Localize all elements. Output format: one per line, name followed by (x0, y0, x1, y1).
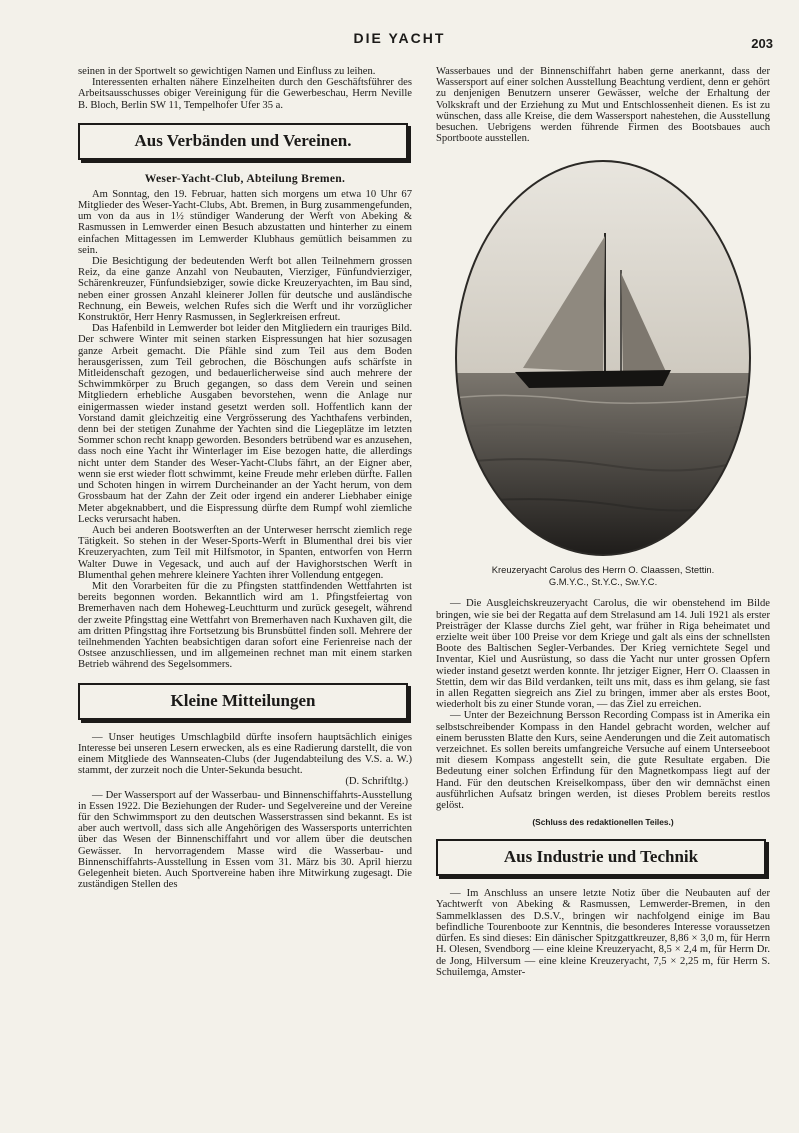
yacht-photo (436, 158, 770, 558)
section-heading-industrie: Aus Industrie und Technik (436, 839, 766, 876)
paragraph: Wasserbaues und der Binnenschiffahrt haben gerne anerkannt, dass der Wassersport auf einer solchen Ausstellung Beachtung verdient, denn er gehört zu denjenigen Benutzern unserer Gewässer, welche der Erhaltung der Volkskraft und der Erziehung zu Mut und Entschlossenheit dienen. Es ist zu wünschen, dass alle Kreise, die dem Wassersport nahestehen, die Ausstellung besuchen. Uebrigens werden führende Firmen des Bootsbaues auch Sportboote ausstellen. (436, 66, 770, 145)
club-heading: Weser-Yacht-Club, Abteilung Bremen. (144, 171, 346, 185)
section-heading-kleine-mitteilungen: Kleine Mitteilungen (78, 683, 408, 720)
editorial-end-note: (Schluss des redaktionellen Teiles.) (532, 817, 674, 828)
paragraph: Die Besichtigung der bedeutenden Werft bot allen Teilnehmern grossen Reiz, da eine ganze Anzahl von Neubauten, Vierziger, Fünfundvierziger, Schärenkreuzer, Fünfundsiebziger, sowie dicke Kreuzeryachten, im Bau sind, neben einer grossen Anzahl kleinerer Jollen für deutsche und ausländische Rechnung, ein Beweis, welchen Rufes sich die Werft und ihr vorzüglicher Konstruktör, Herr Henry Rasmussen, in Seglerkreisen erfreut. (78, 256, 412, 324)
left-column (78, 66, 412, 890)
photo-caption (436, 564, 770, 588)
paragraph: seinen in der Sportwelt so gewichtigen Namen und Einfluss zu leihen. (78, 66, 376, 77)
paragraph: Auch bei anderen Bootswerften an der Unterweser herrscht ziemlich rege Tätigkeit. So stehen in der Weser-Sports-Werft in Blumenthal drei bis vier Kreuzeryachten, zum Teil mit Hilfsmotor, in Spanten, entworfen von Herrn Walter Duwe in Vegesack, und auch auf der Havighorstschen Werft in Blumenthal gehen mehrere kleinere Yachten ihrer Vollendung entgegen. (78, 524, 412, 581)
section-heading-verbaende: Aus Verbänden und Vereinen. (78, 123, 408, 160)
caption-line: G.M.Y.C., St.Y.C., Sw.Y.C. (548, 576, 658, 588)
paragraph: Das Hafenbild in Lemwerder bot leider den Mitgliedern ein trauriges Bild. Der schwere Winter mit seinen starken Eispressungen hat hier sozusagen ganze Arbeit gemacht. Die Pfähle sind zum Teil aus dem Boden herausgerissen, zum Teil gebrochen, die Böschungen aufs schärfste in Mitleidenschaft gezogen, und bedauerlicherweise sind auch mehrere der Schwimmkörper zu Bruch gegangen, so dass dem Verein und seinen Mitgliedern erhebliche Ausgaben bevorstehen, wenn die Anlage nur einigermassen wieder instand gesetzt werden soll. Hoffentlich kann der Vorstand damit gleichzeitig eine Vergrösserung des Yachthafens verbinden, denn bei der stetigen Zunahme der Yachten sind die Liegeplätze im letzten Sommer schon recht knapp geworden. Besonders betrübend war es anzusehen, dass noch eine Yacht ihr Winterlager im Eise bezogen hatte, die allerdings nicht unter dem Stander des Weser-Yacht-Clubs fährt, an der Eigner aber, wenn sie erst wieder flott schwimmt, keine Freude mehr erleben dürfte. Fallen und Schoten hingen in wirrem Durcheinander an der Yacht herum, von dem Grossbaum hat der Zahn der Zeit oder irgend ein anderer Liebhaber einige Meter abgeknabbert, und die Eispressung dürfte dem Rumpf wohl ziemliche Lecks verursacht haben. (78, 323, 412, 525)
paragraph: Am Sonntag, den 19. Februar, hatten sich morgens um etwa 10 Uhr 67 Mitglieder des Weser-Yacht-Clubs, Abt. Bremen, in Burg zusammengefunden, um von da aus in 1½ stündiger Wanderung der Werft von Abeking & Rasmussen in Lemwerder einen Besuch abzustatten und hinterher zu einem einfachen Mittagessen im Lemwerder Klubhaus gemütlich beisammen zu sein. (78, 188, 412, 256)
caption-line: Kreuzeryacht Carolus des Herrn O. Claassen, Stettin. (491, 564, 715, 576)
paragraph: — Unser heutiges Umschlagbild dürfte insofern hauptsächlich einiges Interesse bei unseren Lesern erwecken, als es eine Radierung darstellt, die von einem Mitgliede des Wannseaten-Clubs (der Jugendabteilung des V.S. a. W.) stammt, der zurzeit noch die Unter-Sekunda besucht. (78, 731, 412, 777)
paragraph: — Die Ausgleichskreuzeryacht Carolus, die wir obenstehend im Bilde bringen, wie sie bei der Regatta auf dem Strelasund am 14. Juli 1921 als erster Preisträger der Klasse durchs Ziel geht, war früher in Riga beheimatet und erzielte weit über 100 Preise vor dem Kriege und galt als eins der schnellsten Boote des Baltischen Segler-Verbandes. Der Krieg vernichtete Segel und Inventar, Kiel und Ausrüstung, so dass die Yacht nur unter grossen Opfern wieder instand gesetzt werden konnte. Ihr jetziger Eigner, Herr O. Claassen in Stettin, dem wir das Bild verdanken, teilt uns mit, dass es ihm gelang, sie fast in allen Regatten siegreich ans Ziel zu bringen, immer aber als erstes Boot, wiederholt bis zu einer Stunde voran, — das Ziel zu erreichen. (436, 598, 770, 711)
running-head: DIE YACHT (353, 30, 446, 46)
paragraph: — Im Anschluss an unsere letzte Notiz über die Neubauten auf der Yachtwerft von Abeking & Rasmussen, Lemwerder-Bremen, in den Sammelklassen des D.S.V., bringen wir nachfolgend einige im Bau befindliche Tourenboote zur Kenntnis, die besonderes Interesse voraussetzen dürfen. Es sind dieses: Ein dänischer Spitzgattkreuzer, 8,86 × 3,0 m, für Herrn H. Olesen, Svendborg — eine kleine Kreuzeryacht, 8,5 × 2,4 m, für Herrn Dr. de Jong, Hilversum — eine kleine Kreuzeryacht, 7,5 × 2,25 m, für Herrn S. Schuilemga, Amster- (436, 888, 770, 978)
page-number: 203 (751, 36, 773, 51)
paragraph: — Der Wassersport auf der Wasserbau- und Binnenschiffahrts-Ausstellung in Essen 1922. Die Beziehungen der Ruder- und Segelvereine und der Vereine für den Schwimmsport zu den deutschen Wasserstrassen sind bekannt. Es ist aber auch wertvoll, dass sich alle Angehörigen des Wassersports unterrichten über das Wesen der Binnenschiffahrt und vor allem über die deutschen Gewässer. In hervorragendem Masse wird die Wasserbau- und Binnenschiffahrts-Ausstellung in Essen vom 31. März bis 30. April hierzu Gelegenheit bieten. Auch Sportvereine haben ihre Mitwirkung zugesagt. Die zuständigen Stellen des (78, 789, 412, 891)
paragraph: Interessenten erhalten nähere Einzelheiten durch den Geschäftsführer des Arbeitsausschusses obiger Vereinigung für die Gewerbeschau, Herrn Neville B. Bloch, Berlin SW 11, Tempelhofer Ufer 35 a. (78, 77, 412, 111)
paragraph: Mit den Vorarbeiten für die zu Pfingsten stattfindenden Wettfahrten ist bereits begonnen worden. Bekanntlich wird am 1. Pfingstfeiertag von Bremerhaven nach dem Hoheweg-Leuchtturm und zurück gesegelt, während der zweite Pfingsttag eine Wettfahrt von Bremerhaven nach Kuxhaven gilt, die am dritten Pfingsttag ihre Fortsetzung bis Brunsbüttel finden soll. Mehrere der teilnehmenden Yachten beabsichtigen daran sofort eine Ferienreise nach der Ostsee anzuschliessen, und im allgemeinen rechnet man mit einem starken Betrieb während des Segelsommers. (78, 580, 413, 671)
signature: (D. Schriftltg.) (345, 776, 408, 788)
right-column (436, 66, 770, 978)
paragraph: — Unter der Bezeichnung Bersson Recording Compass ist in Amerika ein selbstschreibender Kompass in den Handel gebracht worden, welcher auf einem berussten Blatte den Kurs, seine Aenderungen und die Zeit automatisch verzeichnet. Es sollen bereits umfangreiche Versuche auf einem Unterseeboot mit diesem Kompass angestellt sein, die gute Resultate ergaben. Die Bedeutung einer solchen Erfindung für den Magnetkompass liegt auf der Hand. Für den deutschen Kreiselkompass, über den wir demnächst einen ausführlichen Aufsatz bringen werden, ist dieses Problem bereits restlos gelöst. (436, 710, 770, 812)
sailboat-photo-image (453, 158, 753, 558)
